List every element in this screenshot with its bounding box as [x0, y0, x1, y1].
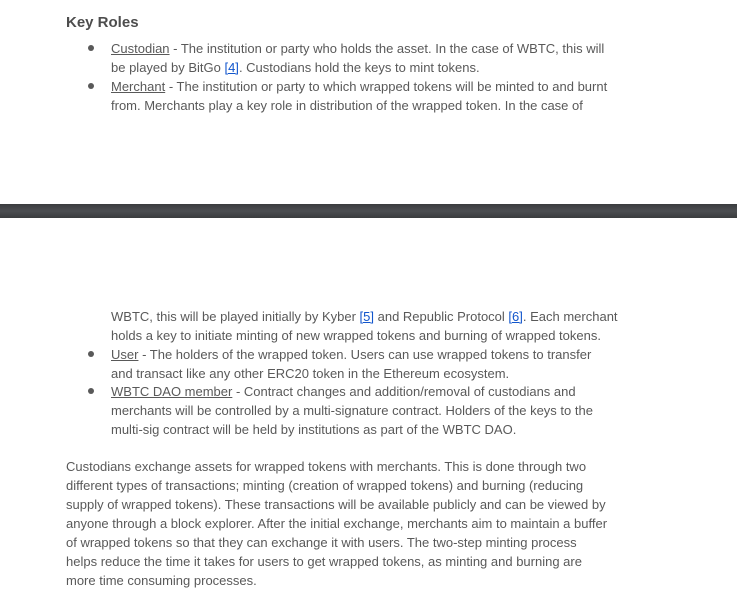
- user-line-1: User - The holders of the wrapped token. Users can use wrapped tokens to transfer: [111, 347, 592, 362]
- custodian-link[interactable]: Custodian: [111, 41, 170, 56]
- dao-line-1: WBTC DAO member - Contract changes and addition/removal of custodians and: [111, 384, 576, 399]
- paragraph-line: helps reduce the time it takes for users to get wrapped tokens, as minting and burning are: [66, 554, 582, 569]
- section-heading: Key Roles: [66, 14, 139, 31]
- bullet-dao: [88, 388, 94, 394]
- reference-link-4[interactable]: [4]: [224, 60, 239, 75]
- user-line-2: and transact like any other ERC20 token in the Ethereum ecosystem.: [111, 366, 510, 381]
- merchant-link[interactable]: Merchant: [111, 79, 166, 94]
- bullet-merchant: [88, 83, 94, 89]
- merchant-line-3: WBTC, this will be played initially by Kyber [5] and Republic Protocol [6]. Each merchant: [111, 309, 618, 324]
- bullet-user: [88, 351, 94, 357]
- bullet-custodian: [88, 45, 94, 51]
- reference-link-6[interactable]: [6]: [508, 309, 523, 324]
- paragraph-line: anyone through a block explorer. After the initial exchange, merchants aim to maintain a buffer: [66, 516, 608, 531]
- merchant-line-1: Merchant - The institution or party to which wrapped tokens will be minted to and burnt: [111, 79, 608, 94]
- reference-link-5[interactable]: [5]: [359, 309, 374, 324]
- page-break: [0, 204, 737, 218]
- paragraph-line: of wrapped tokens so that they can exchange it with users. The two-step minting process: [66, 535, 577, 550]
- custodian-line-1: Custodian - The institution or party who holds the asset. In the case of WBTC, this will: [111, 41, 605, 56]
- document-page-top: [0, 0, 737, 204]
- paragraph-line: supply of wrapped tokens). These transactions will be available publicly and can be viewed by: [66, 497, 606, 512]
- merchant-line-4: holds a key to initiate minting of new wrapped tokens and burning of wrapped tokens.: [111, 328, 601, 343]
- dao-line-3: multi-sig contract will be held by institutions as part of the WBTC DAO.: [111, 422, 517, 437]
- dao-line-2: merchants will be controlled by a multi-signature contract. Holders of the keys to the: [111, 403, 593, 418]
- merchant-line-2: from. Merchants play a key role in distribution of the wrapped token. In the case of: [111, 98, 583, 113]
- paragraph-line: Custodians exchange assets for wrapped tokens with merchants. This is done through two: [66, 459, 587, 474]
- paragraph-line: more time consuming processes.: [66, 573, 257, 588]
- paragraph-line: different types of transactions; minting (creation of wrapped tokens) and burning (reducing: [66, 478, 584, 493]
- document-page-bottom: [0, 218, 737, 603]
- dao-member-link[interactable]: WBTC DAO member: [111, 384, 233, 399]
- custodian-line-2: be played by BitGo [4]. Custodians hold the keys to mint tokens.: [111, 60, 480, 75]
- user-link[interactable]: User: [111, 347, 139, 362]
